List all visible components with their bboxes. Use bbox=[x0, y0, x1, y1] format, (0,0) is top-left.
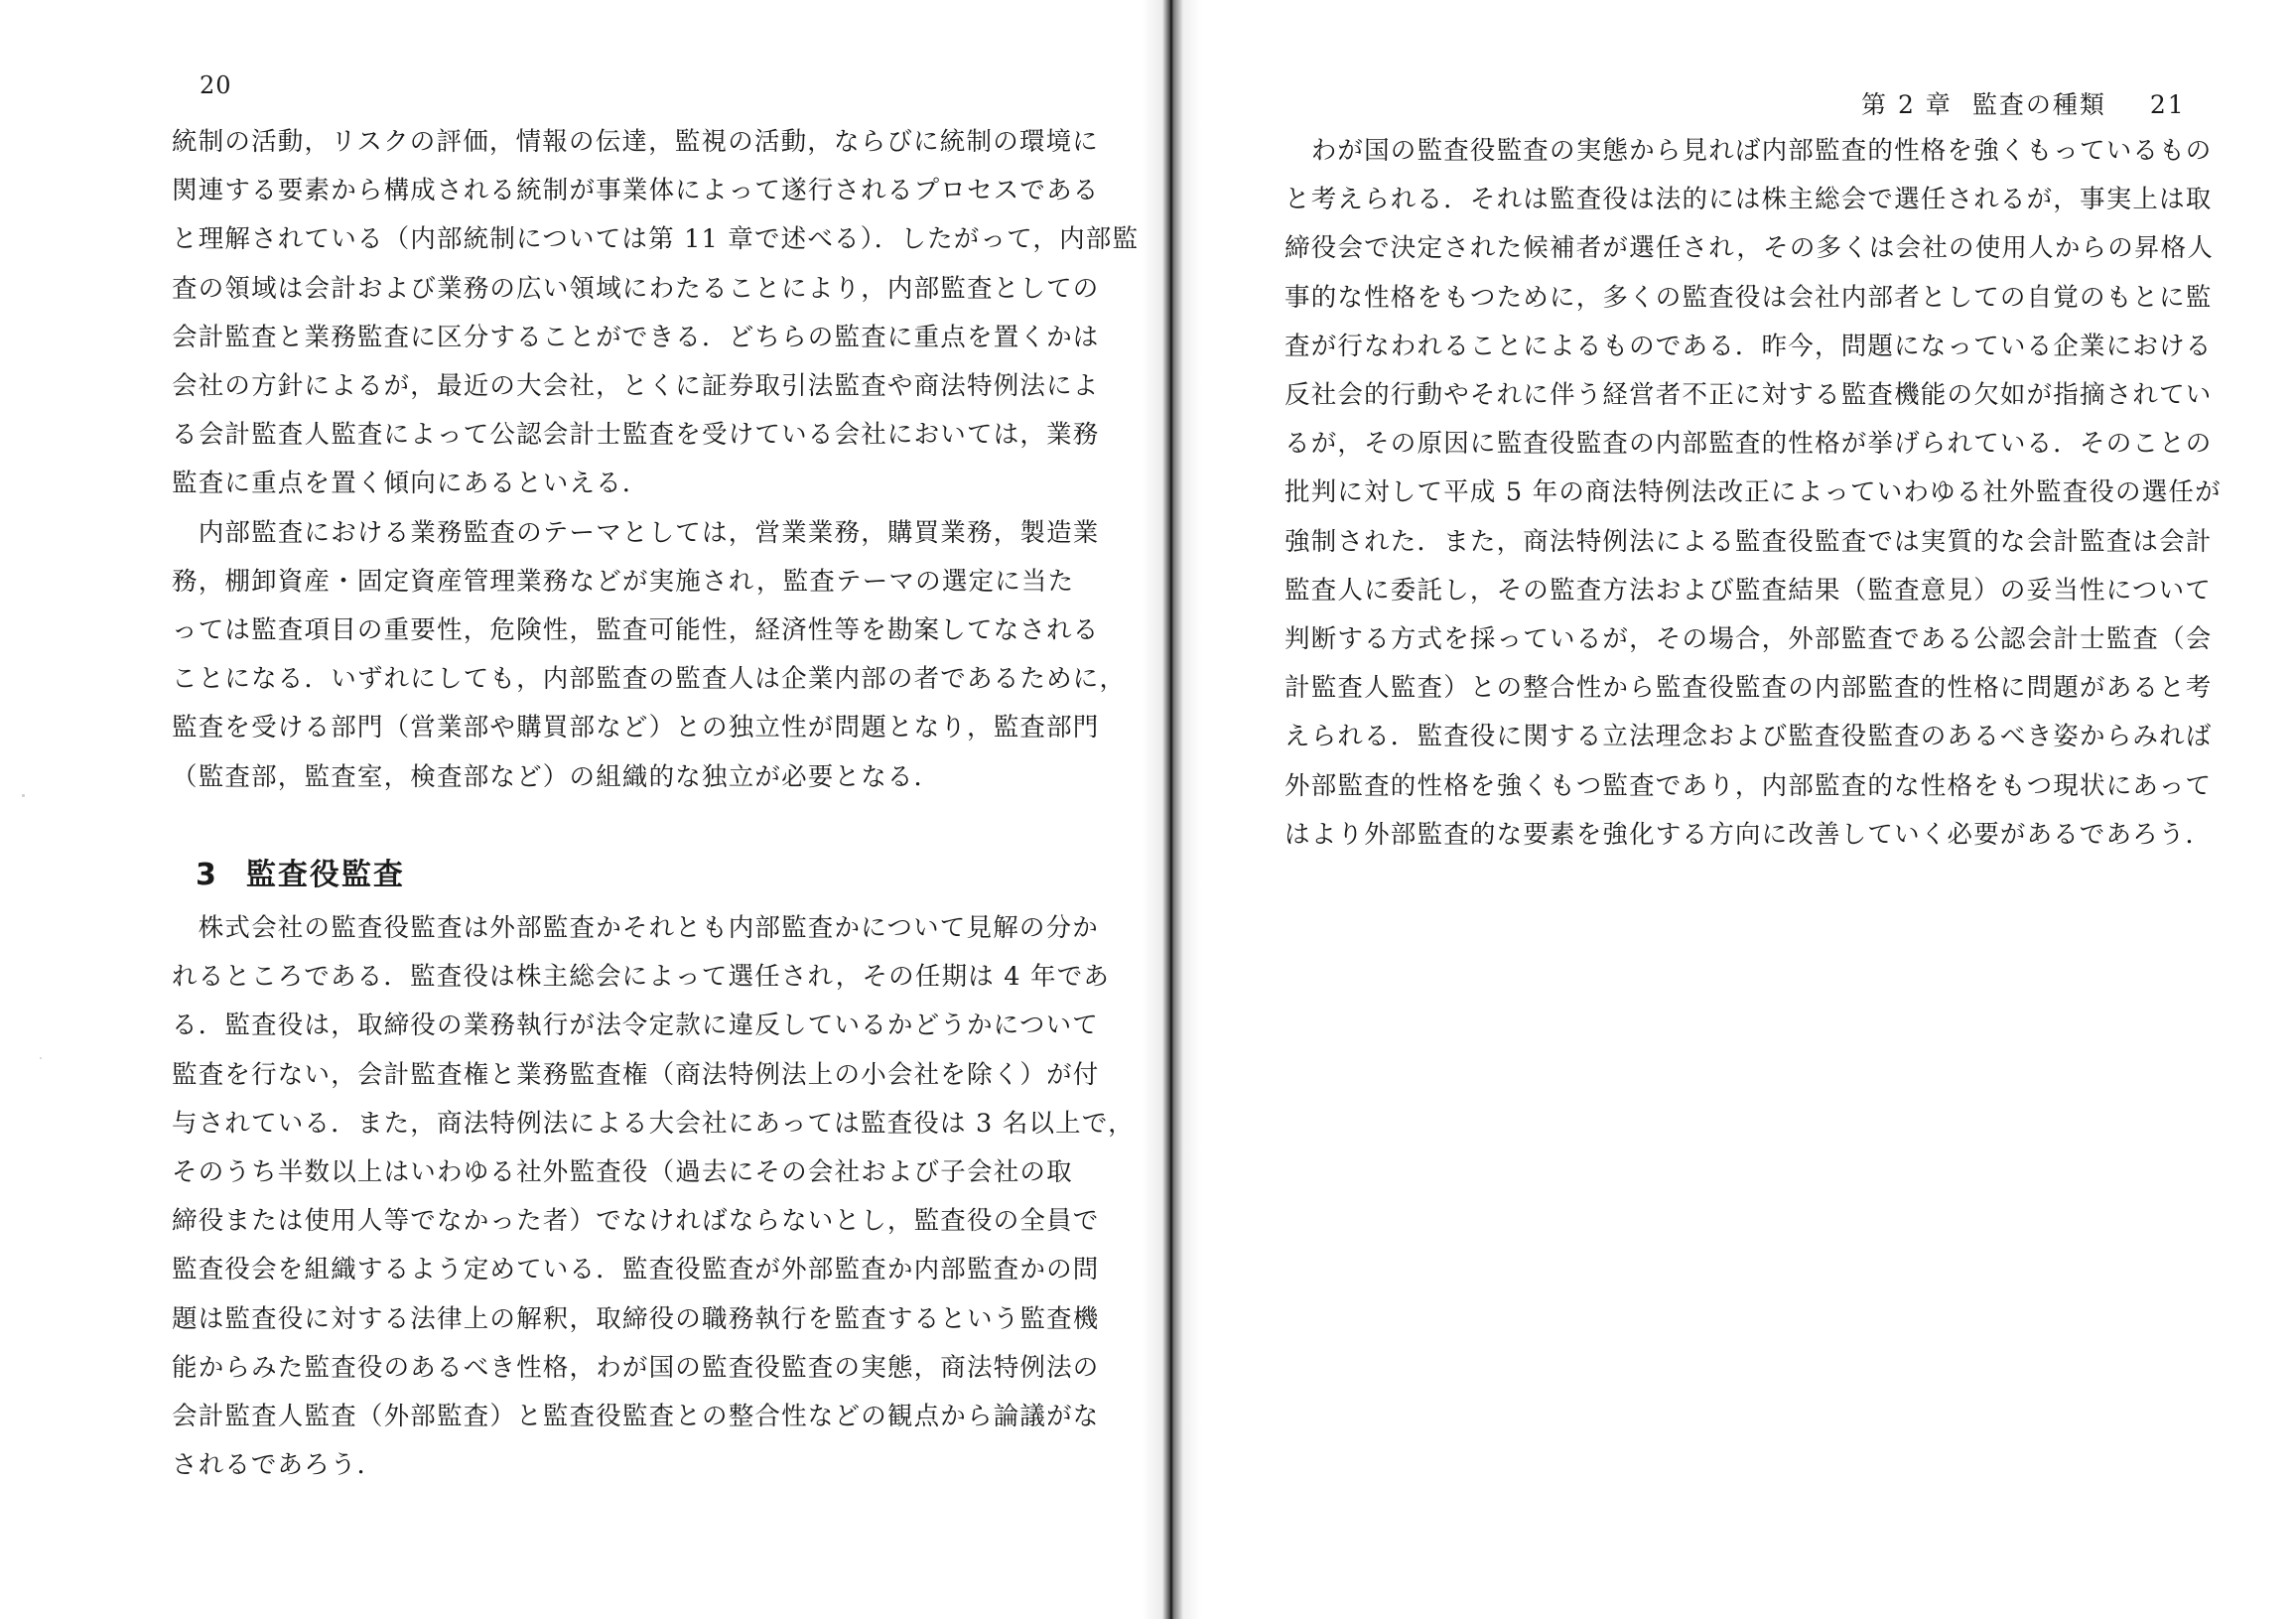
right-text-block bbox=[1284, 127, 2222, 860]
text-line: 監査を行ない，会計監査権と業務監査権（商法特例法上の小会社を除く）が付 bbox=[172, 1059, 1100, 1090]
text-line: 関連する要素から構成される統制が事業体によって遂行されるプロセスである bbox=[172, 176, 1100, 206]
left-text-block-1 bbox=[172, 118, 1139, 802]
text-line: されるであろう． bbox=[172, 1450, 384, 1481]
section-heading bbox=[196, 850, 405, 893]
text-line: 計監査人監査）との整合性から監査役監査の内部監査的性格に問題があると考 bbox=[1284, 673, 2213, 704]
right-page bbox=[1171, 0, 2296, 1619]
text-line: 締役会で決定された候補者が選任され，その多くは会社の使用人からの昇格人 bbox=[1284, 233, 2215, 264]
text-line: 反社会的行動やそれに伴う経営者不正に対する監査機能の欠如が指摘されてい bbox=[1284, 380, 2213, 411]
text-line: 監査に重点を置く傾向にあるといえる． bbox=[172, 469, 649, 499]
text-line: 締役または使用人等でなかった者）でなければならないとし，監査役の全員で bbox=[172, 1206, 1100, 1237]
text-line: るが，その原因に監査役監査の内部監査的性格が挙げられている．そのことの bbox=[1284, 429, 2213, 460]
section-title: 監査役監査 bbox=[245, 858, 405, 892]
text-line: 会計監査と業務監査に区分することができる．どちらの監査に重点を置くかは bbox=[172, 322, 1100, 352]
text-line: れるところである．監査役は株主総会によって選任され，その任期は 4 年であ bbox=[172, 962, 1111, 993]
text-line: と考えられる．それは監査役は法的には株主総会で選任されるが，事実上は取 bbox=[1284, 185, 2213, 215]
text-line: はより外部監査的な要素を強化する方向に改善していく必要があるであろう． bbox=[1284, 819, 2213, 850]
text-line: えられる．監査役に関する立法理念および監査役監査のあるべき姿からみれば bbox=[1284, 722, 2213, 752]
text-line: る．監査役は，取締役の業務執行が法令定款に違反しているかどうかについて bbox=[172, 1011, 1099, 1041]
text-line: 内部監査における業務監査のテーマとしては，営業業務，購買業務，製造業 bbox=[172, 517, 1100, 548]
text-line: 会計監査人監査（外部監査）と監査役監査との整合性などの観点から論議がな bbox=[172, 1402, 1100, 1432]
text-line: そのうち半数以上はいわゆる社外監査役（過去にその会社および子会社の取 bbox=[172, 1157, 1073, 1188]
text-line: 監査を受ける部門（営業部や購買部など）との独立性が問題となり，監査部門 bbox=[172, 713, 1100, 743]
left-text-block-2 bbox=[172, 904, 1135, 1490]
running-head-chapter: 第 2 章 bbox=[1861, 90, 1953, 119]
text-line: 監査役会を組織するよう定めている．監査役監査が外部監査か内部監査かの問 bbox=[172, 1255, 1100, 1285]
running-head-title: 監査の種類 bbox=[1971, 90, 2106, 119]
text-line: 外部監査的性格を強くもつ監査であり，内部監査的な性格をもつ現状にあって bbox=[1284, 770, 2213, 801]
text-line: わが国の監査役監査の実態から見れば内部監査的性格を強くもっているもの bbox=[1284, 136, 2213, 166]
text-line: 与されている．また，商法特例法による大会社にあっては監査役は 3 名以上で， bbox=[172, 1108, 1135, 1139]
text-line: 事的な性格をもつために，多くの監査役は会社内部者としての自覚のもとに監 bbox=[1284, 282, 2213, 313]
text-line: （監査部，監査室，検査部など）の組織的な独立が必要となる． bbox=[172, 761, 941, 792]
page-number-left: 20 bbox=[200, 71, 232, 99]
text-line: ことになる．いずれにしても，内部監査の監査人は企業内部の者であるために， bbox=[172, 664, 1127, 695]
text-line: 批判に対して平成 5 年の商法特例法改正によっていわゆる社外監査役の選任が bbox=[1284, 477, 2222, 508]
text-line: る会計監査人監査によって公認会計士監査を受けている会社においては，業務 bbox=[172, 420, 1100, 451]
text-line: 判断する方式を採っているが，その場合，外部監査である公認会計士監査（会 bbox=[1284, 624, 2213, 655]
scan-speck bbox=[22, 794, 25, 797]
text-line: 査が行なわれることによるものである．昨今，問題になっている企業における bbox=[1284, 331, 2213, 361]
text-line: 題は監査役に対する法律上の解釈，取締役の職務執行を監査するという監査機 bbox=[172, 1303, 1100, 1334]
text-line: 務，棚卸資産・固定資産管理業務などが実施され，監査テーマの選定に当た bbox=[172, 566, 1075, 597]
text-line: 強制された．また，商法特例法による監査役監査では実質的な会計監査は会計 bbox=[1284, 526, 2213, 557]
page-number-right: 21 bbox=[2149, 90, 2186, 119]
section-number: 3 bbox=[196, 858, 218, 892]
text-line: 監査人に委託し，その監査方法および監査結果（監査意見）の妥当性について bbox=[1284, 575, 2212, 606]
running-head bbox=[1861, 85, 2186, 121]
scan-speck bbox=[40, 1057, 42, 1059]
text-line: 能からみた監査役のあるべき性格，わが国の監査役監査の実態，商法特例法の bbox=[172, 1352, 1100, 1383]
text-line: 株式会社の監査役監査は外部監査かそれとも内部監査かについて見解の分か bbox=[172, 913, 1099, 943]
text-line: っては監査項目の重要性，危険性，監査可能性，経済性等を勘案してなされる bbox=[172, 615, 1100, 646]
text-line: 査の領域は会計および業務の広い領域にわたることにより，内部監査としての bbox=[172, 273, 1100, 304]
text-line: 統制の活動，リスクの評価，情報の伝達，監視の活動，ならびに統制の環境に bbox=[172, 127, 1099, 157]
text-line: 会社の方針によるが，最近の大会社，とくに証券取引法監査や商法特例法によ bbox=[172, 371, 1100, 402]
text-line: と理解されている（内部統制については第 11 章で述べる）．したがって，内部監 bbox=[172, 224, 1140, 255]
book-gutter-shadow bbox=[1142, 0, 1201, 1619]
